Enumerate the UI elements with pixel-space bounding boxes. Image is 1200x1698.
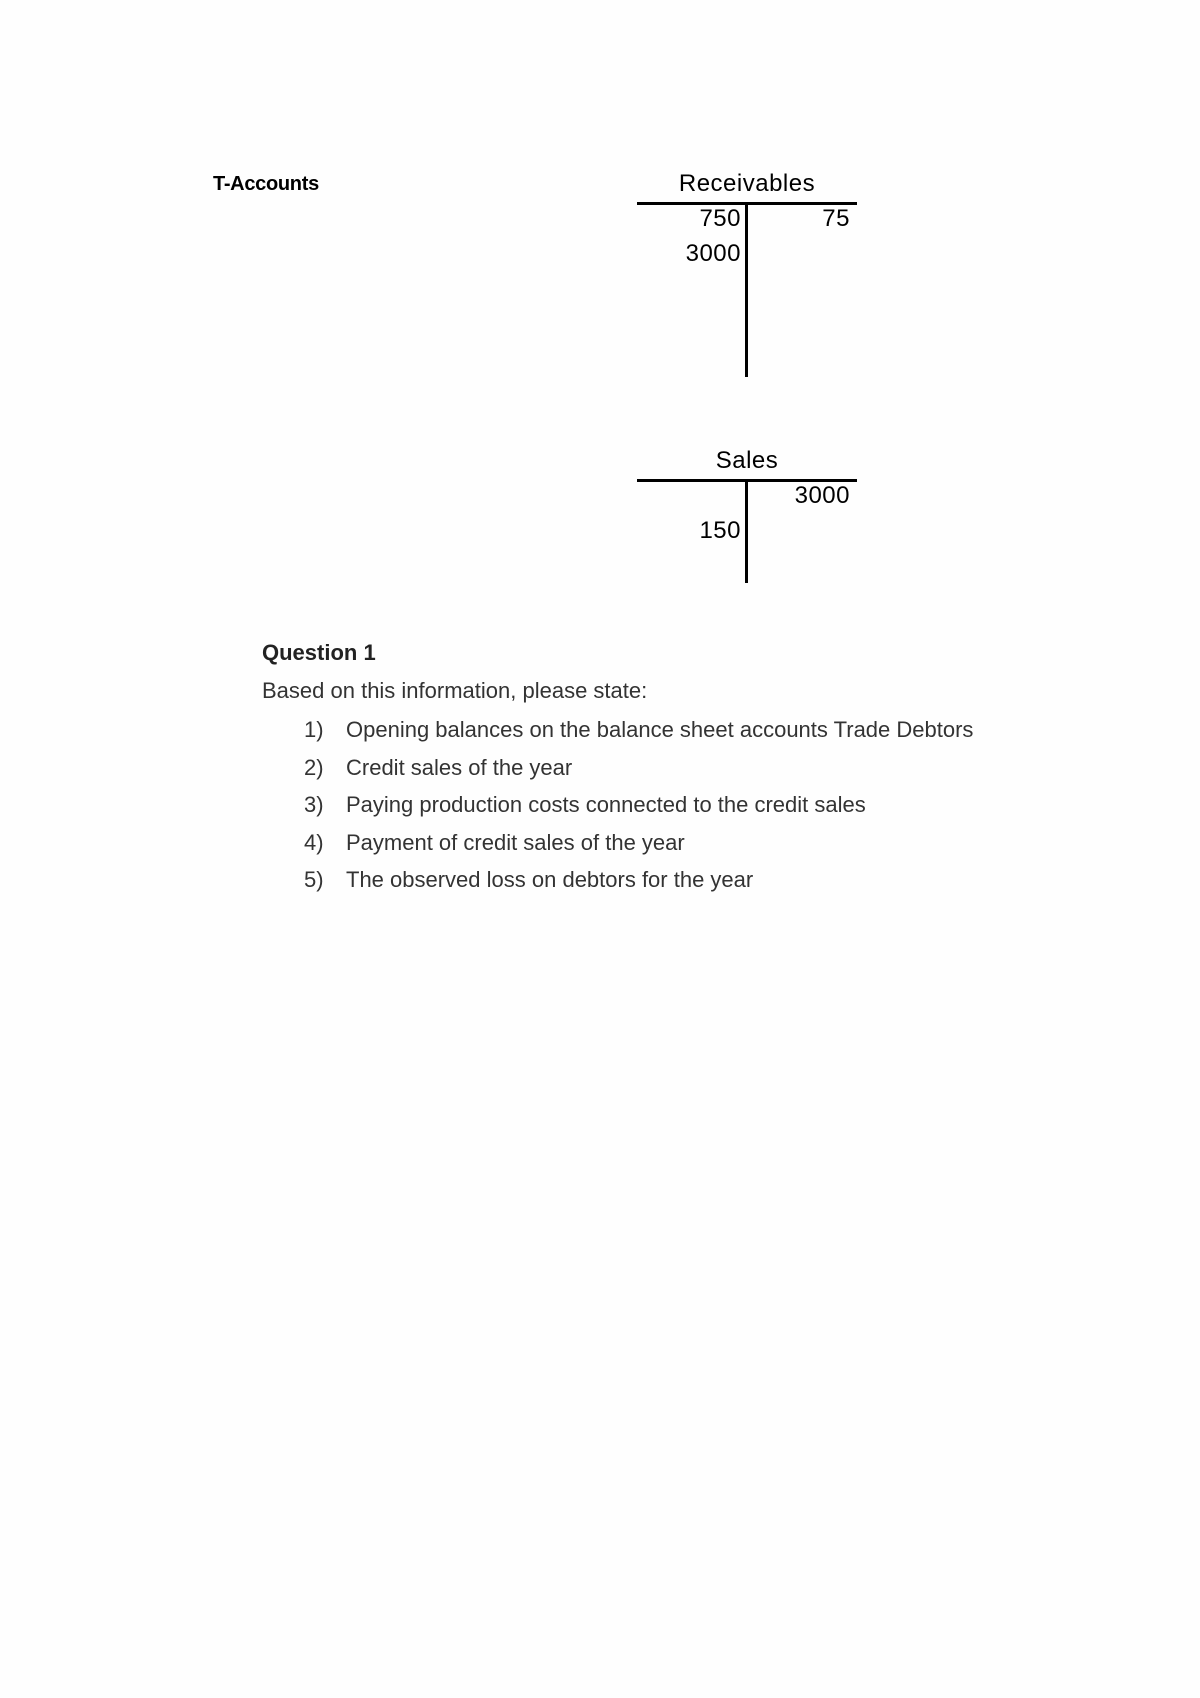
list-item-number: 1) (304, 717, 324, 742)
t-account-title: Receivables (678, 170, 816, 197)
t-account-receivables (637, 170, 857, 380)
page-heading: T-Accounts (213, 173, 319, 195)
debit-entry: 750 (699, 205, 741, 232)
question-intro: Based on this information, please state: (262, 678, 648, 703)
question-title: Question 1 (262, 640, 376, 665)
t-account-divider (745, 480, 748, 583)
list-item (262, 711, 1072, 749)
debit-entry: 150 (699, 517, 741, 544)
list-item-text: Credit sales of the year (346, 754, 573, 780)
question-block (262, 635, 1082, 899)
credit-entry: 75 (822, 205, 850, 232)
t-account-divider (745, 203, 748, 377)
debit-entry: 3000 (685, 240, 741, 267)
list-item-text: The observed loss on debtors for the year (346, 867, 754, 892)
list-item-text: Opening balances on the balance sheet accounts Trade Debtors (346, 717, 974, 742)
list-item (262, 861, 1072, 899)
credit-entry: 3000 (794, 482, 850, 509)
list-item-number: 4) (304, 829, 324, 855)
list-item (262, 749, 1072, 787)
question-list (262, 711, 1082, 899)
t-account-sales (637, 447, 857, 587)
list-item-number: 3) (304, 792, 324, 817)
list-item-number: 2) (304, 754, 324, 780)
list-item-text: Payment of credit sales of the year (346, 829, 685, 855)
list-item-number: 5) (304, 867, 324, 892)
t-account-title: Sales (715, 447, 779, 474)
list-item (262, 824, 1072, 862)
list-item (262, 786, 1072, 824)
list-item-text: Paying production costs connected to the credit sales (346, 792, 866, 817)
